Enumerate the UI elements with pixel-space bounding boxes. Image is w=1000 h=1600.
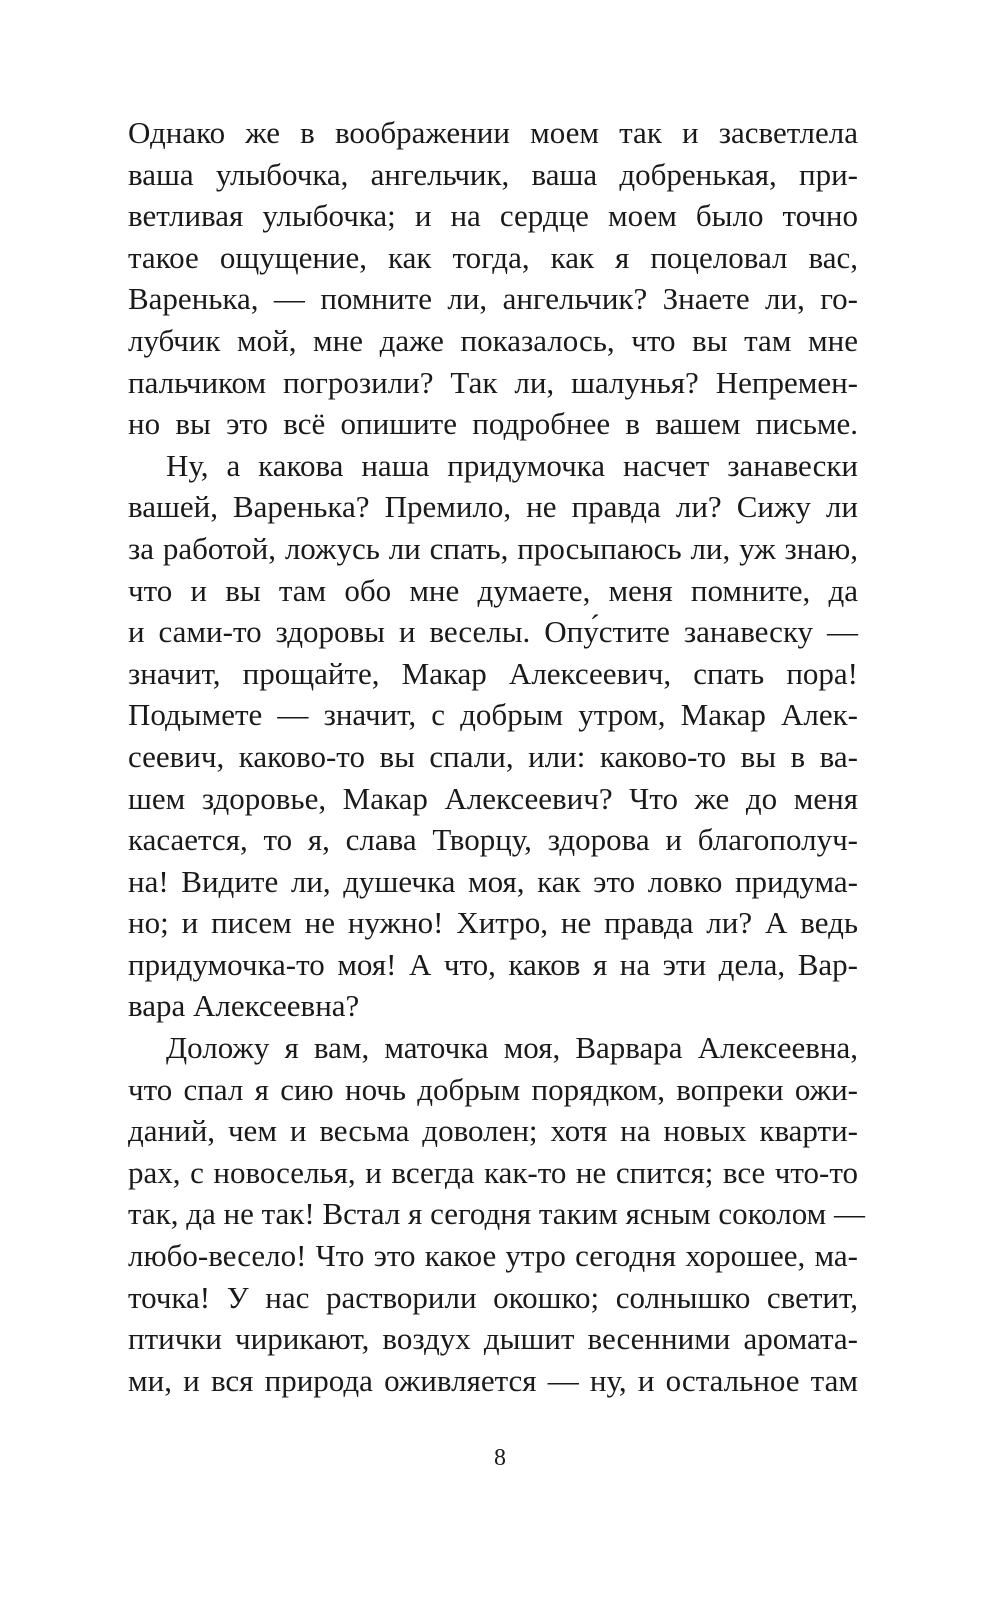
text-line: ми, и вся природа оживляется — ну, и остальное там: [128, 1362, 858, 1398]
text-line: Ну, а какова наша придумочка насчет занавески: [166, 447, 858, 483]
text-line: даний, чем и весьма доволен; хотя на новых кварти-: [128, 1113, 858, 1149]
text-line: значит, прощайте, Макар Алексеевич, спать пора!: [128, 655, 858, 691]
page-number: 8: [494, 1445, 506, 1471]
paragraph-2: [128, 445, 858, 1027]
text-line: но вы это всё опишите подробнее в вашем письме.: [128, 406, 858, 442]
text-line: любо-весело! Что это какое утро сегодня хорошее, ма-: [128, 1238, 858, 1274]
paragraph-1: [128, 112, 858, 445]
text-line: такое ощущение, как тогда, как я поцеловал вас,: [128, 239, 858, 275]
text-line: ветливая улыбочка; и на сердце моем было точно: [128, 198, 858, 234]
text-line: шем здоровье, Макар Алексеевич? Что же до меня: [128, 780, 858, 816]
text-line: но; и писем не нужно! Хитро, не правда ли? А ведь: [128, 905, 858, 941]
text-line: так, да не так! Встал я сегодня таким ясным соколом —: [128, 1196, 865, 1232]
text-line: Варенька, — помните ли, ангельчик? Знаете ли, го-: [128, 281, 858, 317]
text-line: лубчик мой, мне даже показалось, что вы там мне: [128, 322, 858, 358]
text-line: рах, с новоселья, и всегда как-то не спится; все что-то: [128, 1154, 858, 1190]
paragraph-3: [128, 1027, 865, 1401]
text-line: вара Алексеевна?: [128, 988, 360, 1024]
text-line: Однако же в воображении моем так и засветлела: [128, 115, 858, 150]
text-line: сеевич, каково-то вы спали, или: каково-то вы в ва-: [128, 738, 858, 774]
text-line: придумочка-то моя! А что, каков я на эти дела, Вар-: [128, 946, 858, 982]
text-line: касается, то я, слава Творцу, здорова и благополуч-: [128, 822, 858, 858]
text-line: вашей, Варенька? Премило, не правда ли? Сижу ли: [128, 489, 858, 525]
text-line: Подымете — значит, с добрым утром, Макар Алек-: [128, 697, 858, 733]
text-line: за работой, ложусь ли спать, просыпаюсь ли, уж знаю,: [128, 530, 858, 566]
text-line: что спал я сию ночь добрым порядком, вопреки ожи-: [128, 1071, 858, 1107]
text-line: что и вы там обо мне думаете, меня помните, да: [128, 572, 858, 608]
text-line: Доложу я вам, маточка моя, Варвара Алексеевна,: [166, 1030, 858, 1066]
text-line: на! Видите ли, душечка моя, как это ловко придума-: [128, 863, 858, 899]
text-line: ваша улыбочка, ангельчик, ваша добренькая, при-: [128, 156, 858, 192]
text-line: и сами-то здоровы и веселы. Опу́стите занавеску —: [128, 614, 858, 650]
text-line: птички чирикают, воздух дышит весенними аромата-: [128, 1321, 858, 1357]
body-text: [128, 112, 865, 1401]
text-line: пальчиком погрозили? Так ли, шалунья? Непремен-: [128, 364, 858, 400]
text-line: точка! У нас растворили окошко; солнышко светит,: [128, 1279, 858, 1315]
